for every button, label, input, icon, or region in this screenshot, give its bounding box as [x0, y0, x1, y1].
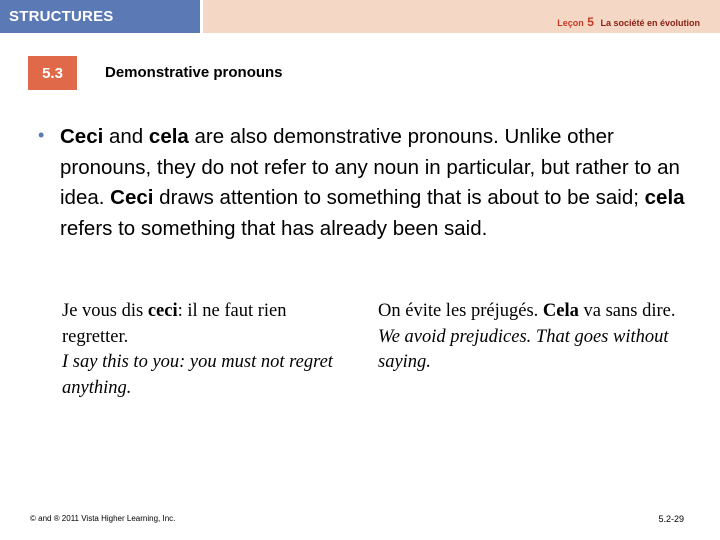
- term-cela: cela: [644, 186, 685, 209]
- lesson-word: Leçon: [557, 18, 584, 28]
- lesson-label: [557, 15, 700, 29]
- example-keyword: Cela: [542, 301, 579, 321]
- lesson-title: La société en évolution: [600, 18, 700, 28]
- term-cela: cela: [148, 125, 189, 148]
- example-text: va sans dire.: [578, 301, 676, 321]
- header-left-panel: [0, 0, 200, 33]
- term-ceci: Ceci: [110, 186, 154, 209]
- bullet-paragraph: [60, 122, 690, 244]
- term-ceci: Ceci: [60, 125, 104, 148]
- example-english: We avoid prejudices. That goes without saying.: [378, 326, 669, 372]
- body-text: and: [103, 125, 149, 148]
- example-french: [62, 299, 342, 350]
- bullet-icon: •: [38, 125, 45, 145]
- example-text: : il ne faut rien regretter.: [62, 301, 287, 347]
- section-title: Demonstrative pronouns: [105, 64, 283, 81]
- header-title: STRUCTURES: [9, 8, 114, 25]
- body-text: draws attention to something that is about to be said;: [153, 186, 645, 209]
- lesson-number: 5: [587, 15, 594, 29]
- example-english: I say this to you: you must not regret anything.: [62, 352, 333, 398]
- example-french: [378, 299, 678, 325]
- page-number: 5.2-29: [658, 514, 684, 524]
- example-left: [62, 299, 342, 401]
- example-text: On évite les préjugés.: [378, 301, 543, 321]
- header-right-panel: [200, 0, 720, 33]
- example-right: [378, 299, 678, 376]
- example-text: Je vous dis: [62, 301, 148, 321]
- copyright: © and ® 2011 Vista Higher Learning, Inc.: [30, 514, 176, 523]
- body-text: refers to something that has already been said.: [60, 216, 488, 240]
- header-bar: [0, 0, 720, 33]
- example-keyword: ceci: [147, 301, 178, 321]
- body-text: are also demonstrative pronouns. Unlike other pronouns, they do not refer to any noun in particular, but rather to an idea.: [60, 125, 680, 209]
- section-number-badge: 5.3: [28, 56, 77, 90]
